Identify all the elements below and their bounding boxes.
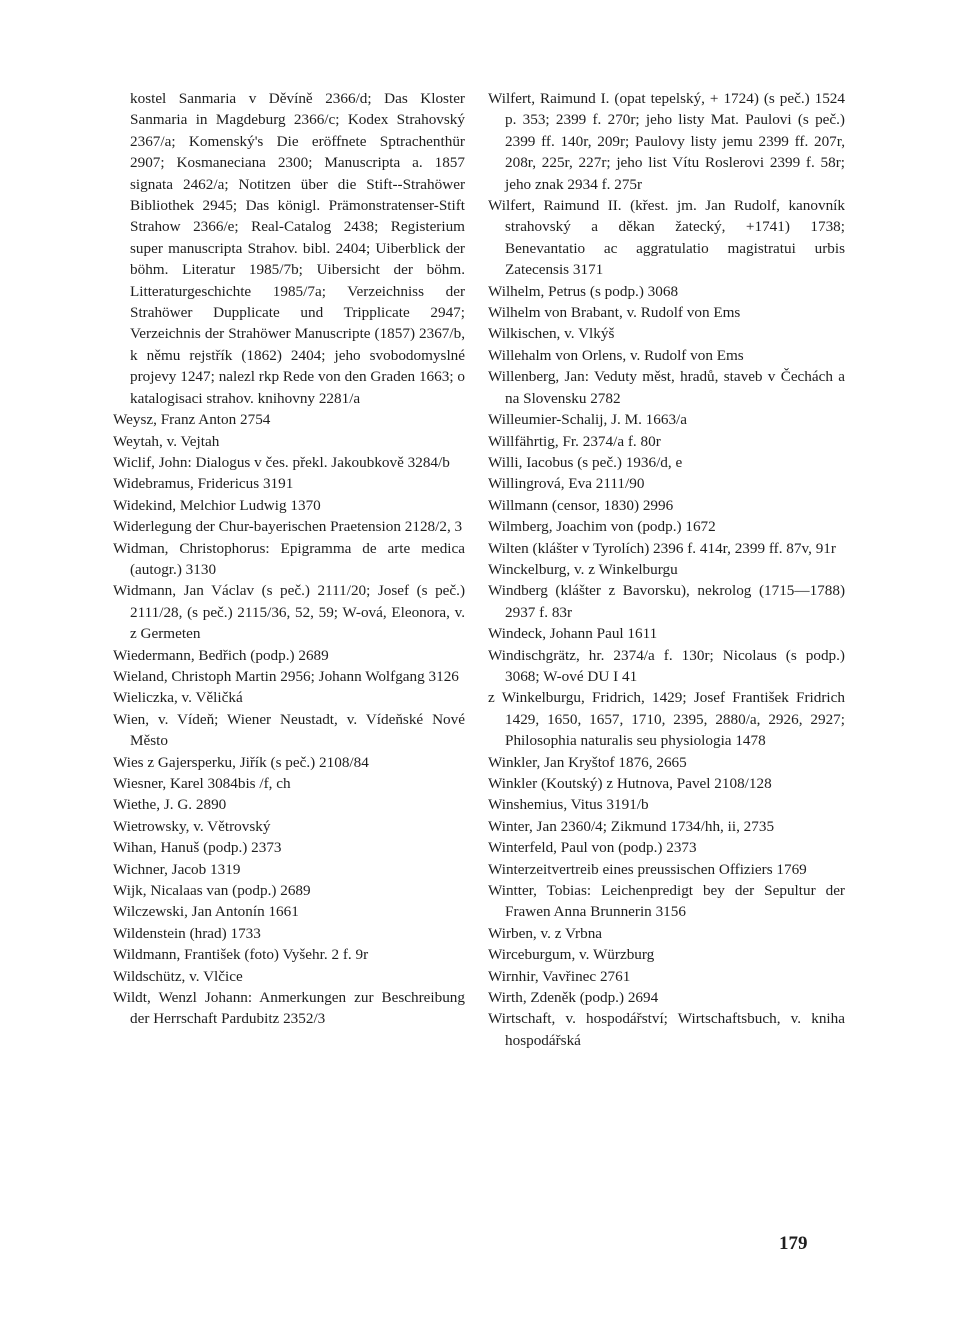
- index-entry: Wirnhir, Vavřinec 2761: [488, 967, 631, 985]
- index-entry: Wihan, Hanuš (podp.) 2373: [113, 839, 282, 857]
- index-entry: Willeumier-Schalij, J. M. 1663/a: [488, 411, 688, 429]
- index-entry: Wichner, Jacob 1319: [113, 860, 241, 878]
- index-entry: Wietrowsky, v. Větrovský: [113, 817, 271, 835]
- index-entry: Winkler, Jan Kryštof 1876, 2665: [488, 753, 687, 771]
- index-entry: Wien, v. Vídeň; Wiener Neustadt, v. Vídeňské Nové Město: [113, 710, 465, 750]
- index-entry: Wirth, Zdeněk (podp.) 2694: [488, 989, 659, 1007]
- index-entry: Winshemius, Vitus 3191/b: [488, 796, 649, 814]
- index-entry: Winckelburg, v. z Winkelburgu: [488, 560, 678, 578]
- index-entry: Winkler (Koutský) z Hutnova, Pavel 2108/128: [488, 775, 772, 792]
- index-entry: Wildmann, František (foto) Vyšehr. 2 f. 9r: [113, 946, 369, 964]
- index-entry: Wilmberg, Joachim von (podp.) 1672: [488, 518, 716, 536]
- page-number: 179: [779, 1233, 808, 1254]
- index-entry: Wiesner, Karel 3084bis /f, ch: [113, 775, 291, 792]
- index-entry: Wilhelm, Petrus (s podp.) 3068: [488, 282, 679, 300]
- index-entry: Willingrová, Eva 2111/90: [488, 475, 645, 493]
- index-entry: Wiclif, John: Dialogus v čes. překl. Jakoubkově 3284/b: [113, 453, 450, 471]
- right-index-column: [488, 88, 845, 1051]
- index-entry: Wies z Gajersperku, Jiřík (s peč.) 2108/84: [113, 753, 369, 771]
- index-entry: Willfährtig, Fr. 2374/a f. 80r: [488, 432, 661, 450]
- index-entry: Wirceburgum, v. Würzburg: [488, 946, 655, 964]
- index-entry: Willi, Iacobus (s peč.) 1936/d, e: [488, 453, 683, 471]
- index-entry: Willmann (censor, 1830) 2996: [488, 496, 674, 514]
- index-entry: Wilhelm von Brabant, v. Rudolf von Ems: [488, 304, 741, 322]
- index-entry: z Winkelburgu, Fridrich, 1429; Josef František Fridrich 1429, 1650, 1657, 1710, 2395, 2880/a, 2926, 2927; Philosophia naturalis seu physiologia 1478: [488, 689, 845, 750]
- index-entry: Wieliczka, v. Věličká: [113, 689, 243, 707]
- index-entry: Wilczewski, Jan Antonín 1661: [113, 903, 299, 921]
- index-entry: Widekind, Melchior Ludwig 1370: [113, 496, 321, 514]
- index-entry: Windischgrätz, hr. 2374/a f. 130r; Nicolaus (s podp.) 3068; W-ové DU I 41: [488, 646, 845, 685]
- index-entry: Weysz, Franz Anton 2754: [113, 411, 271, 429]
- index-entry: Wilten (klášter v Tyrolích) 2396 f. 414r, 2399 ff. 87v, 91r: [488, 539, 836, 557]
- index-entry: Wieland, Christoph Martin 2956; Johann Wolfgang 3126: [113, 667, 459, 685]
- index-entry: Wijk, Nicalaas van (podp.) 2689: [113, 882, 311, 900]
- index-entry: Wilkischen, v. Vlkýš: [488, 325, 615, 343]
- index-entry: Widmann, Jan Václav (s peč.) 2111/20; Josef (s peč.) 2111/28, (s peč.) 2115/36, 52, 59; W-ová, Eleonora, v. z Germeten: [113, 582, 465, 643]
- index-entry: Windberg (klášter z Bavorsku), nekrolog (1715—1788) 2937 f. 83r: [488, 582, 845, 621]
- index-entry: Wilfert, Raimund I. (opat tepelský, + 1724) (s peč.) 1524 p. 353; 2399 f. 270r; jeho listy Mat. Paulovi (s peč.) 2399 ff. 140r, 209r; Paulovy listy jemu 2399 ff. 207r, 208r, 225r, 227r; jeho list Vítu Roslerovi 2399 f. 58r; jeho znak 2934 f. 275r: [488, 90, 845, 193]
- index-entry: Winterfeld, Paul von (podp.) 2373: [488, 839, 697, 857]
- index-entry: Winter, Jan 2360/4; Zikmund 1734/hh, ii, 2735: [488, 817, 775, 835]
- index-entry: Wildenstein (hrad) 1733: [113, 924, 261, 942]
- index-entry: Wirtschaft, v. hospodářství; Wirtschaftsbuch, v. kniha hospodářská: [488, 1010, 845, 1049]
- index-entry: Willenberg, Jan: Veduty měst, hradů, staveb v Čechách a na Slovensku 2782: [488, 368, 845, 407]
- left-index-column: [113, 88, 465, 1030]
- index-entry: Wirben, v. z Vrbna: [488, 924, 603, 942]
- index-entry: Widman, Christophorus: Epigramma de arte medica (autogr.) 3130: [113, 539, 465, 578]
- index-entry: Wildt, Wenzl Johann: Anmerkungen zur Beschreibung der Herrschaft Pardubitz 2352/3: [113, 989, 465, 1028]
- index-entry: Wildschütz, v. Vlčice: [113, 967, 243, 985]
- index-entry: Widerlegung der Chur-bayerischen Praetension 2128/2, 3: [113, 518, 463, 536]
- index-entry: Winterzeitvertreib eines preussischen Offiziers 1769: [488, 860, 807, 878]
- index-entry: Willehalm von Orlens, v. Rudolf von Ems: [488, 346, 744, 364]
- index-entry: Windeck, Johann Paul 1611: [488, 625, 658, 643]
- index-entry-continuation: kostel Sanmaria v Děvíně 2366/d; Das Kloster Sanmaria in Magdeburg 2366/c; Kodex Strahovský 2367/a; Komenský's Die eröffnete Sptrachenthür 2907; Kosmaneciana 2300; Manuscripta a. 1857 signata 2462/a; Notitzen über die Stift--Strahöwer Bibliothek 2945; Das königl. Prämonstratenser-Stift Strahow 2366/e; Real-Catalog 2438; Registerium super manuscripta Strahov. bibl. 2404; Uiberblick der böhm. Literatur 1985/7b; Uibersicht der böhm. Litteraturgeschichte 1985/7a; Verzeichniss der Strahöwer Dupplicate und Tripplicate 2947; Verzeichnis der Strahöwer Manuscripte (1857) 2367/b, k němu rejstřík (1862) 2404; jeho svobodomyslné projevy 1247; nalezl rkp Rede von den Graden 1663; o katalogisaci strahov. knihovny 2281/a: [130, 90, 465, 407]
- index-entry: Wiedermann, Bedřich (podp.) 2689: [113, 646, 329, 664]
- index-entry: Weytah, v. Vejtah: [113, 432, 220, 450]
- index-entry: Wintter, Tobias: Leichenpredigt bey der Sepultur der Frawen Anna Brunnerin 3156: [488, 882, 845, 921]
- index-entry: Wilfert, Raimund II. (křest. jm. Jan Rudolf, kanovník strahovský a děkan žatecký, +1741) 1738; Benevantatio ac aggratulatio magistratui urbis Zatecensis 3171: [488, 197, 845, 279]
- index-entry: Wiethe, J. G. 2890: [113, 796, 227, 814]
- index-entry: Widebramus, Fridericus 3191: [113, 475, 294, 493]
